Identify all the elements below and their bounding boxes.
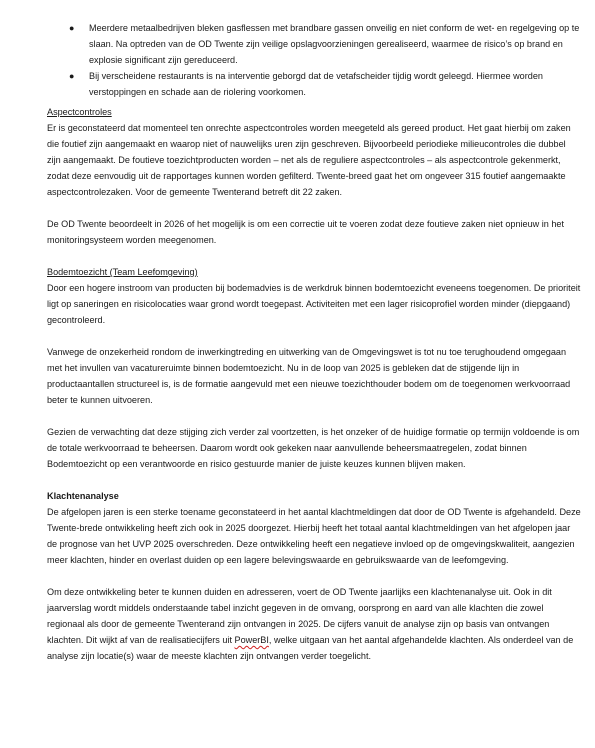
list-item (47, 68, 581, 100)
spellcheck-word: PowerBI (234, 635, 269, 645)
klachtenanalyse-paragraph-2 (47, 584, 581, 664)
bullet-text: Meerdere metaalbedrijven bleken gasflessen met brandbare gassen onveilig en niet conform de wet- en regelgeving op te slaan. Na optreden van de OD Twente zijn veilige opslagvoorzieningen gerealiseerd, waarmee de risico’s op brand en explosie significant zijn gereduceerd. (89, 23, 580, 65)
klachtenanalyse-paragraph-1: De afgelopen jaren is een sterke toename geconstateerd in het aantal klachtmeldingen dat door de OD Twente is afgehandeld. Deze Twente-brede ontwikkeling heeft zich ook in 2025 doorgezet. Hierbij heeft het totaal aantal klachtmeldingen van het afgelopen jaar de prognose van het UVP 2025 overschreden. Deze ontwikkeling heeft een negatieve invloed op de omgevingskwaliteit, aangezien meer klachten, hinder en overlast duiden op een lagere belevingswaarde en gebruikswaarde van de leefomgeving. (47, 507, 581, 565)
klachtenanalyse-text-b: , welke uitgaan van het aantal afgehandelde klachten. Als onderdeel van de analyse zijn locatie(s) waar de meeste klachten zijn ontvangen verder toegelicht. (47, 635, 574, 661)
aspectcontroles-paragraph-1: Er is geconstateerd dat momenteel ten onrechte aspectcontroles worden meegeteld als gereed product. Het gaat hierbij om zaken die foutief zijn aangemaakt en waarop niet of nauwelijks uren zijn geschreven. Bijvoorbeeld periodieke milieucontroles die dubbel zijn aangemaakt. De foutieve toezichtproducten worden – net als de reguliere aspectcontroles – als aspectcontrole gekenmerkt, zodat deze eenvoudig uit de rapportages kunnen worden gefilterd. Twente-breed gaat het om ongeveer 315 foutief aangemaakte aspectcontrolezaken. Voor de gemeente Twenterand betreft dit 22 zaken. (47, 123, 571, 197)
aspectcontroles-paragraph-2: De OD Twente beoordeelt in 2026 of het mogelijk is om een correctie uit te voeren zodat deze foutieve zaken niet opnieuw in het monitoringsysteem worden meegenomen. (47, 219, 564, 245)
bullet-icon: ● (69, 71, 75, 81)
bullet-text: Bij verscheidene restaurants is na interventie geborgd dat de vetafscheider tijdig wordt geleegd. Hiermee worden verstoppingen en schade aan de riolering voorkomen. (89, 71, 543, 97)
bodemtoezicht-paragraph-3: Gezien de verwachting dat deze stijging zich verder zal voortzetten, is het onzeker of de huidige formatie op termijn voldoende is om de totale werkvoorraad te beheersen. Daarom wordt ook gekeken naar aanvullende beheersmaatregelen, zodat binnen Bodemtoezicht op een verantwoorde en risico gestuurde manier de juiste keuzes kunnen blijven maken. (47, 427, 580, 469)
klachtenanalyse-text-a: Om deze ontwikkeling beter te kunnen duiden en adresseren, voert de OD Twente jaarlijks een klachtenanalyse uit. Ook in dit jaarverslag wordt middels onderstaande tabel inzicht gegeven in de omvang, oorsprong en aard van alle klachten die zowel regionaal als door de gemeente Twenterand zijn ontvangen in 2025. De cijfers vanuit de analyse zijn op basis van ontvangen klachten. Dit wijkt af van de realisatiecijfers uit (47, 587, 552, 645)
aspectcontroles-heading: Aspectcontroles (47, 107, 112, 117)
bodemtoezicht-heading: Bodemtoezicht (Team Leefomgeving) (47, 267, 198, 277)
list-item (47, 20, 581, 68)
bullet-icon: ● (69, 23, 75, 33)
bullet-list (47, 20, 581, 100)
bodemtoezicht-paragraph-1: Door een hogere instroom van producten bij bodemadvies is de werkdruk binnen bodemtoezicht eveneens toegenomen. De prioriteit ligt op saneringen en risicolocaties waar grond wordt toegepast. Activiteiten met een lager risicoprofiel worden minder (diepgaand) gecontroleerd. (47, 283, 581, 325)
klachtenanalyse-heading: Klachtenanalyse (47, 491, 119, 501)
bodemtoezicht-paragraph-2: Vanwege de onzekerheid rondom de inwerkingtreding en uitwerking van de Omgevingswet is tot nu toe terughoudend omgegaan met het invullen van vacatureruimte binnen bodemtoezicht. Nu in de loop van 2025 is gebleken dat de stijgende lijn in productaantallen structureel is, is de formatie aangevuld met een nieuwe toezichthouder bodem om de toegenomen werkvoorraad beter te kunnen uitvoeren. (47, 347, 571, 405)
